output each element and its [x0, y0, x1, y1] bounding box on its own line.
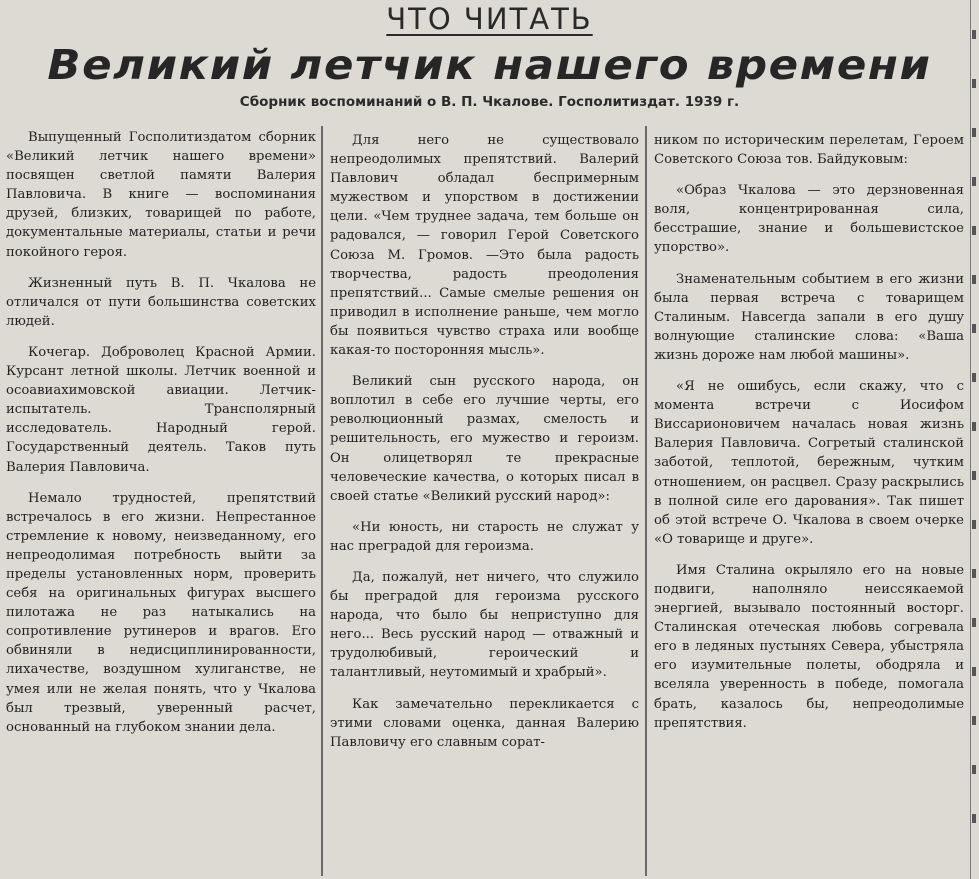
paragraph: Как замечательно перекликается с этими словами оценка, данная Валерию Павловичу его славным сорат- — [330, 696, 639, 750]
section-rubric: ЧТО ЧИТАТЬ — [386, 2, 593, 36]
paragraph: «Ни юность, ни старость не служат у нас преградой для героизма. — [330, 519, 639, 554]
column-divider — [321, 126, 323, 876]
paragraph: Для него не существовало непреодолимых препятствий. Валерий Павлович обладал беспримерным мужеством и упорством в достижении цели. «Чем труднее задача, тем больше он радовался, — говорил Герой Советского Союза М. Громов. —Это была радость творчества, радость преодоления препятствий... Самые смелые решения он приводил в исполнение раньше, чем могло бы появиться чувство страха или вообще какая-то посторонняя мысль». — [330, 133, 639, 359]
paragraph: Кочегар. Доброволец Красной Армии. Курсант летной школы. Летчик военной и осоавиахимовской авиации. Летчик-испытатель. Трансполярный исследователь. Народный герой. Государственный деятель. Таков путь Валерия Павловича. — [6, 344, 316, 475]
paragraph: «Я не ошибусь, если скажу, что с момента встречи с Иосифом Виссарионовичем началась новая жизнь Валерия Павловича. Согретый сталинской заботой, теплотой, бережным, чутким отношением, он расцвел. Сразу раскрылись в полной силе его дарования». Так пишет об этой встрече О. Чкалова в своем очерке «О товарище и друге». — [654, 379, 964, 547]
article-title: Великий летчик нашего времени — [47, 41, 932, 89]
neighbor-column-fragment — [972, 30, 979, 863]
paragraph: Да, пожалуй, нет ничего, что служило бы преградой для героизма русского народа, что было бы неприступно для него... Весь русский народ — отважный и трудолюбивый, героический и талантливый, неутомимый и храбрый». — [330, 569, 639, 681]
page-edge-rule — [970, 0, 971, 879]
article-column-1 — [6, 128, 316, 749]
paragraph: Имя Сталина окрыляло его на новые подвиги, наполняло неиссякаемой энергией, вызывало постоянный восторг. Сталинская отеческая любовь согревала его в ледяных пустынях Севера, убыстряла его изумительные полеты, ободряла и вселяла уверенность в победе, помогала брать, казалось бы, непреодолимые препятствия. — [654, 562, 964, 731]
paragraph: Жизненный путь В. П. Чкалова не отличался от пути большинства советских людей. — [6, 275, 316, 329]
article-subtitle: Сборник воспоминаний о В. П. Чкалове. Госполитиздат. 1939 г. — [239, 94, 740, 110]
paragraph: «Образ Чкалова — это дерзновенная воля, концентрированная сила, бесстрашие, знание и большевистское упорство». — [654, 183, 964, 256]
paragraph: ником по историческим перелетам, Героем Советского Союза тов. Байдуковым: — [654, 133, 964, 168]
paragraph: Выпущенный Госполитиздатом сборник «Великий летчик нашего времени» посвящен светлой памяти Валерия Павловича. В книге — воспоминания друзей, близких, товарищей по работе, документальные материалы, статьи и речи покойного героя. — [6, 130, 316, 260]
paragraph: Немало трудностей, препятствий встречалось в его жизни. Непрестанное стремление к новому, неизведанному, его непреодолимая потребность выйти за пределы установленных норм, проверить себя на оригинальных фигурах высшего пилотажа не раз натыкались на сопротивление рутинеров и врагов. Его обвиняли в недисциплинированности, лихачестве, воздушном хулиганстве, не умея или не желая понять, что у Чкалова был трезвый, уверенный расчет, основанный на глубоком знании дела. — [6, 490, 316, 735]
paragraph: Знаменательным событием в его жизни была первая встреча с товарищем Сталиным. Навсегда запали в его душу волнующие сталинские слова: «Ваша жизнь дороже нам любой машины». — [654, 271, 964, 363]
article-column-2 — [330, 131, 639, 764]
column-divider — [645, 126, 647, 876]
article-column-3 — [654, 131, 964, 745]
paragraph: Великий сын русского народа, он воплотил в себе его лучшие черты, его революционный размах, смелость и решительность, его мужество и героизм. Он олицетворял те прекрасные человеческие качества, о которых писал в своей статье «Великий русский народ»: — [330, 374, 639, 504]
